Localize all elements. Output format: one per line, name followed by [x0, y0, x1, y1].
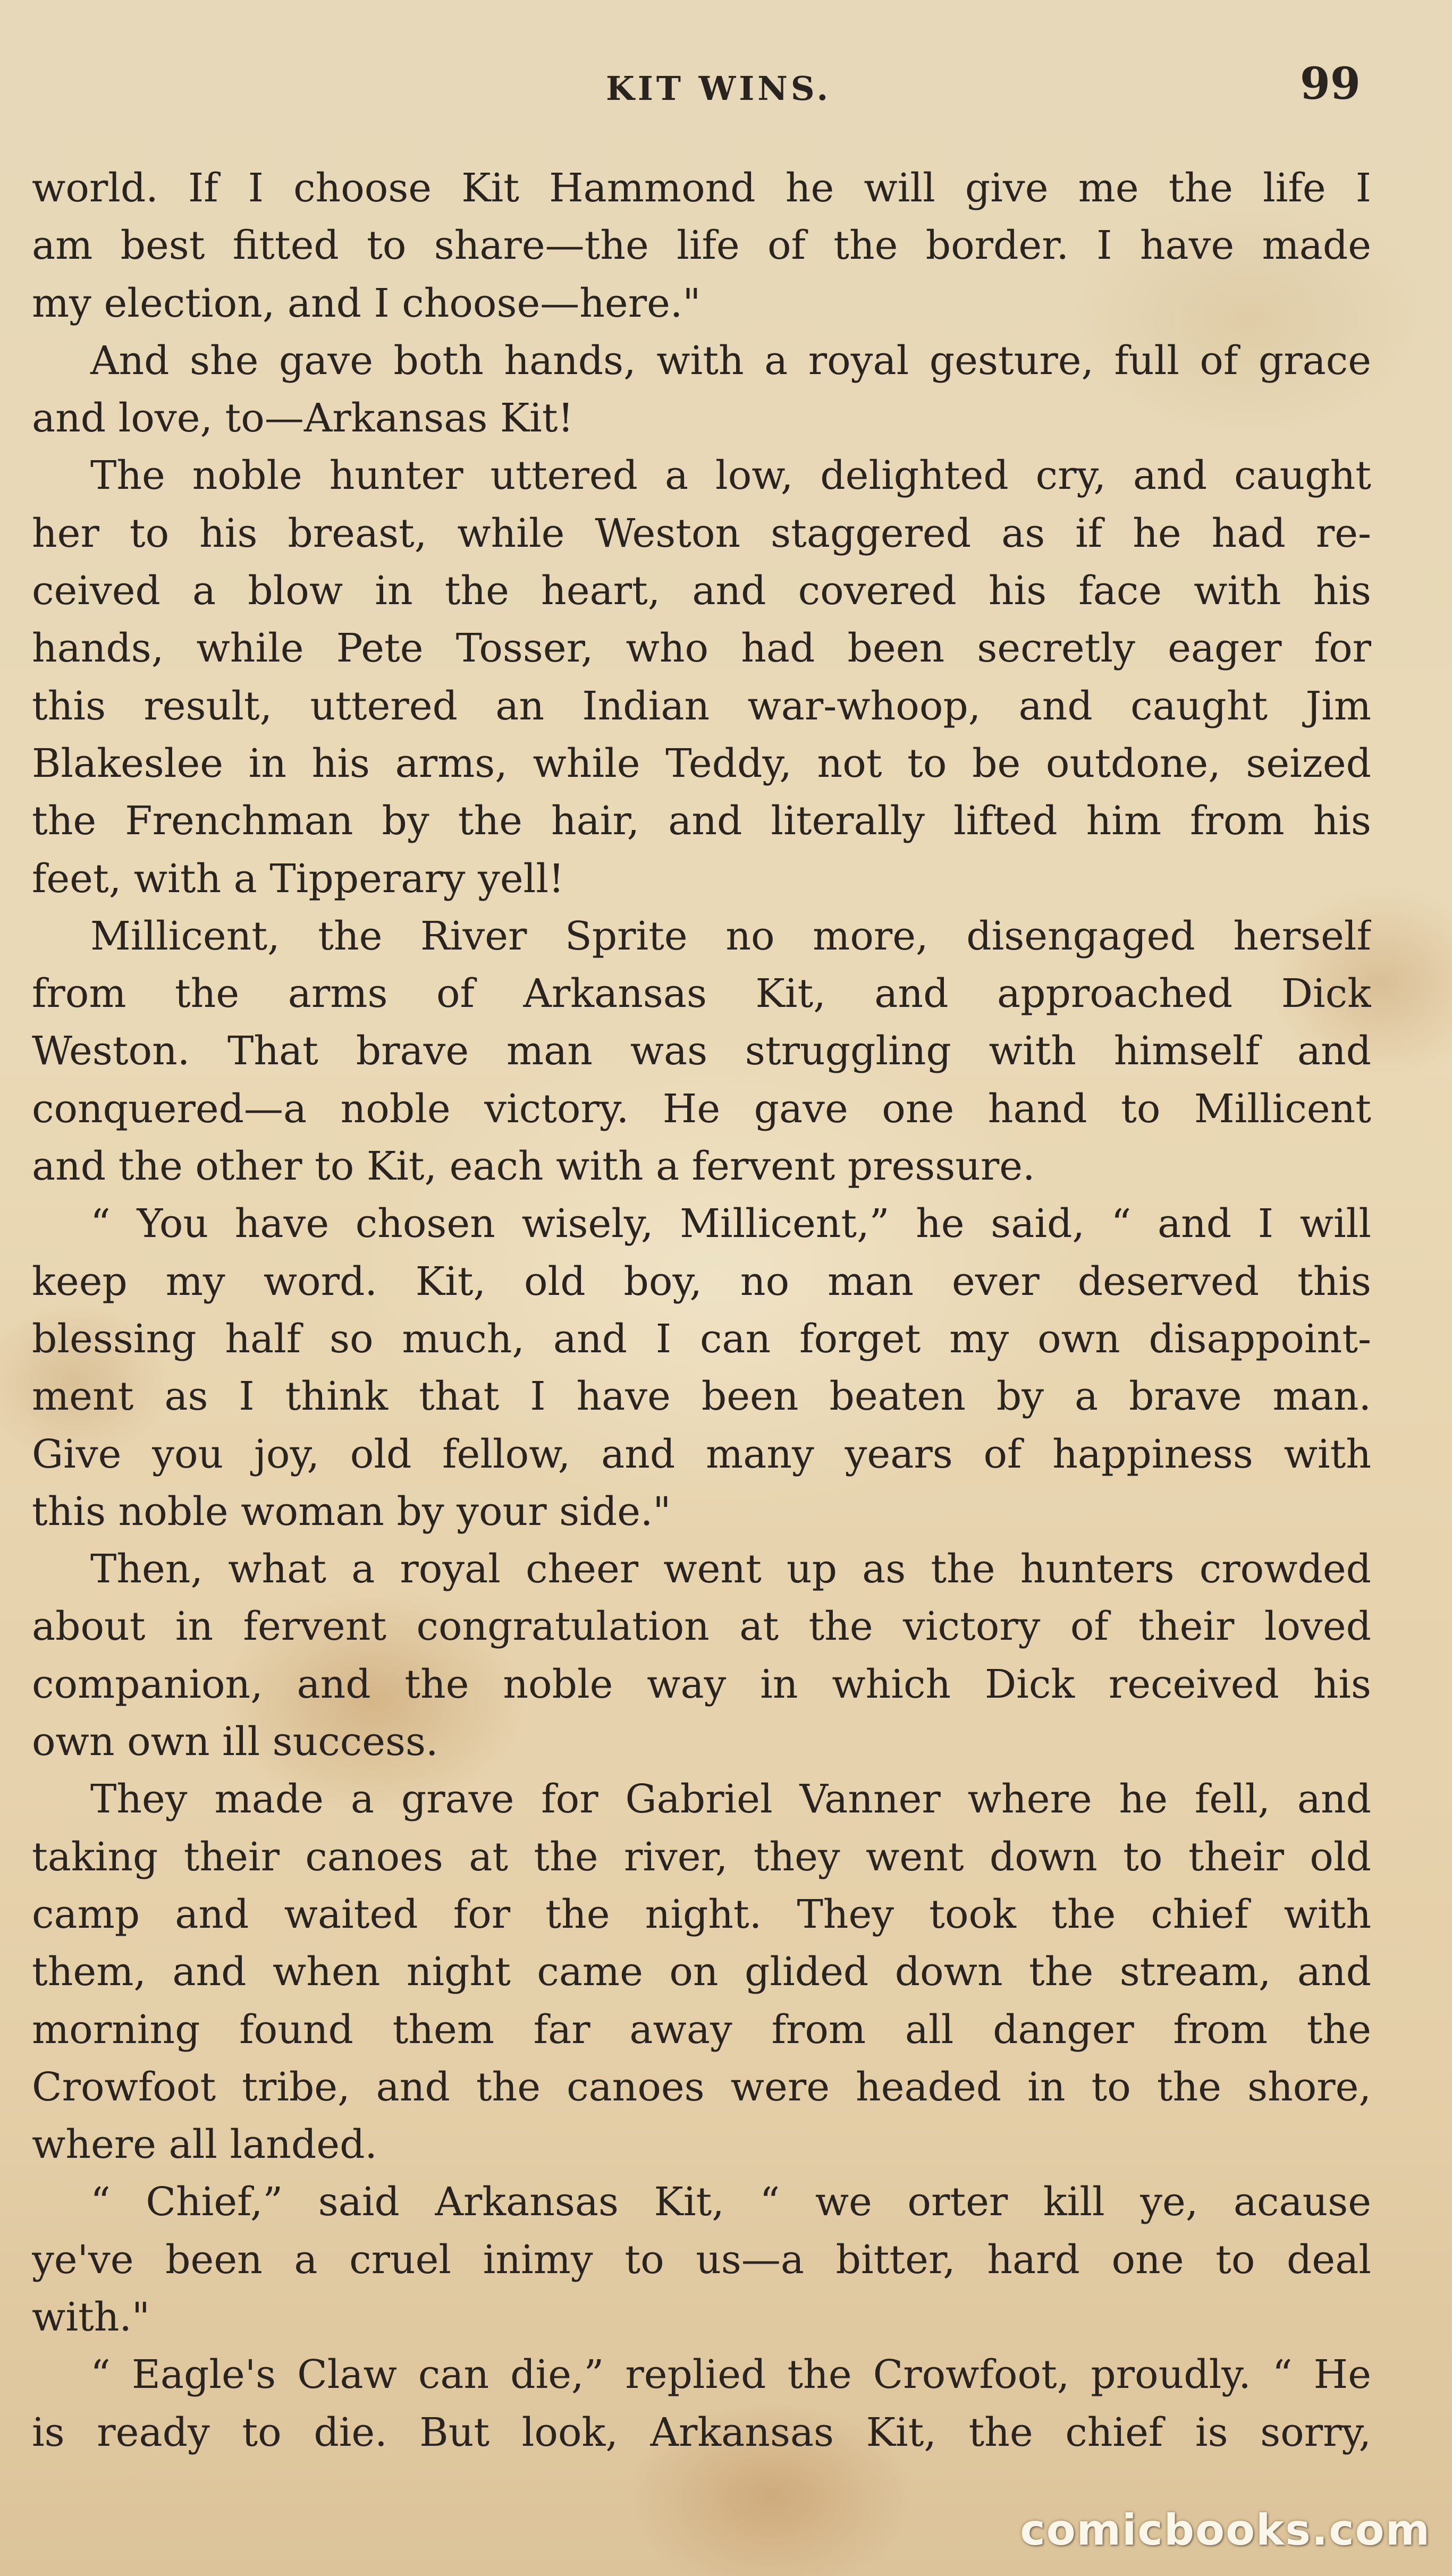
text-line: “ You have chosen wisely, Millicent,” he said, “ and I will	[90, 1201, 1371, 1247]
text-line: my election, and I choose—here."	[32, 280, 701, 326]
text-line: ye've been a cruel inimy to us—a bitter, hard one to deal	[32, 2236, 1371, 2283]
text-line: the Frenchman by the hair, and literally lifted him from his	[32, 798, 1371, 844]
text-line: morning found them far away from all danger from the	[32, 2006, 1371, 2053]
text-line: am best fitted to share—the life of the border. I have made	[32, 223, 1371, 269]
text-line: from the arms of Arkansas Kit, and approached Dick	[32, 971, 1371, 1017]
text-line: her to his breast, while Weston staggered as if he had re-	[32, 510, 1371, 556]
text-line: keep my word. Kit, old boy, no man ever deserved this	[32, 1258, 1371, 1304]
text-line: “ Chief,” said Arkansas Kit, “ we orter kill ye, acause	[90, 2179, 1371, 2225]
text-line: and love, to—Arkansas Kit!	[32, 395, 574, 442]
text-line: ceived a blow in the heart, and covered his face with his	[32, 568, 1371, 614]
text-line: hands, while Pete Tosser, who had been secretly eager for	[32, 625, 1371, 672]
text-line: Give you joy, old fellow, and many years of happiness with	[32, 1431, 1371, 1477]
text-line: this noble woman by your side."	[32, 1488, 671, 1535]
text-line: conquered—a noble victory. He gave one hand to Millicent	[32, 1086, 1371, 1132]
text-line: companion, and the noble way in which Dick received his	[32, 1661, 1371, 1707]
running-title: KIT WINS.	[606, 69, 832, 108]
text-line: this result, uttered an Indian war-whoop, and caught Jim	[32, 683, 1371, 729]
text-line: “ Eagle's Claw can die,” replied the Crowfoot, proudly. “ He	[90, 2352, 1371, 2398]
text-line: own own ill success.	[32, 1719, 438, 1765]
text-line: where all landed.	[32, 2122, 377, 2168]
text-line: feet, with a Tipperary yell!	[32, 855, 564, 902]
text-line: taking their canoes at the river, they went down to their old	[32, 1834, 1371, 1880]
text-line: Weston. That brave man was struggling with himself and	[32, 1028, 1371, 1074]
text-line: them, and when night came on glided down the stream, and	[32, 1949, 1371, 1995]
text-line: ment as I think that I have been beaten by a brave man.	[32, 1374, 1371, 1420]
page-number: 99	[1299, 58, 1361, 109]
text-line: The noble hunter uttered a low, delighted cry, and caught	[90, 453, 1371, 499]
text-line: with."	[32, 2294, 150, 2340]
text-line: Then, what a royal cheer went up as the hunters crowded	[90, 1546, 1371, 1592]
text-line: is ready to die. But look, Arkansas Kit, the chief is sorry,	[32, 2409, 1371, 2455]
page-header	[32, 58, 1371, 122]
text-line: Millicent, the River Sprite no more, disengaged herself	[90, 913, 1371, 959]
text-line: Blakeslee in his arms, while Teddy, not to be outdone, seized	[32, 740, 1371, 786]
text-line: They made a grave for Gabriel Vanner where he fell, and	[90, 1776, 1371, 1823]
text-line: camp and waited for the night. They took the chief with	[32, 1891, 1371, 1937]
text-line: And she gave both hands, with a royal gesture, full of grace	[90, 337, 1371, 384]
text-line: and the other to Kit, each with a fervent pressure.	[32, 1143, 1035, 1190]
body-text	[32, 159, 1371, 2461]
text-line: Crowfoot tribe, and the canoes were headed in to the shore,	[32, 2064, 1371, 2110]
text-line: blessing half so much, and I can forget my own disappoint-	[32, 1316, 1371, 1362]
text-line: world. If I choose Kit Hammond he will give me the life I	[32, 165, 1371, 211]
watermark-text: comicbooks.com	[1020, 2505, 1431, 2555]
text-line: about in fervent congratulation at the victory of their loved	[32, 1604, 1371, 1650]
